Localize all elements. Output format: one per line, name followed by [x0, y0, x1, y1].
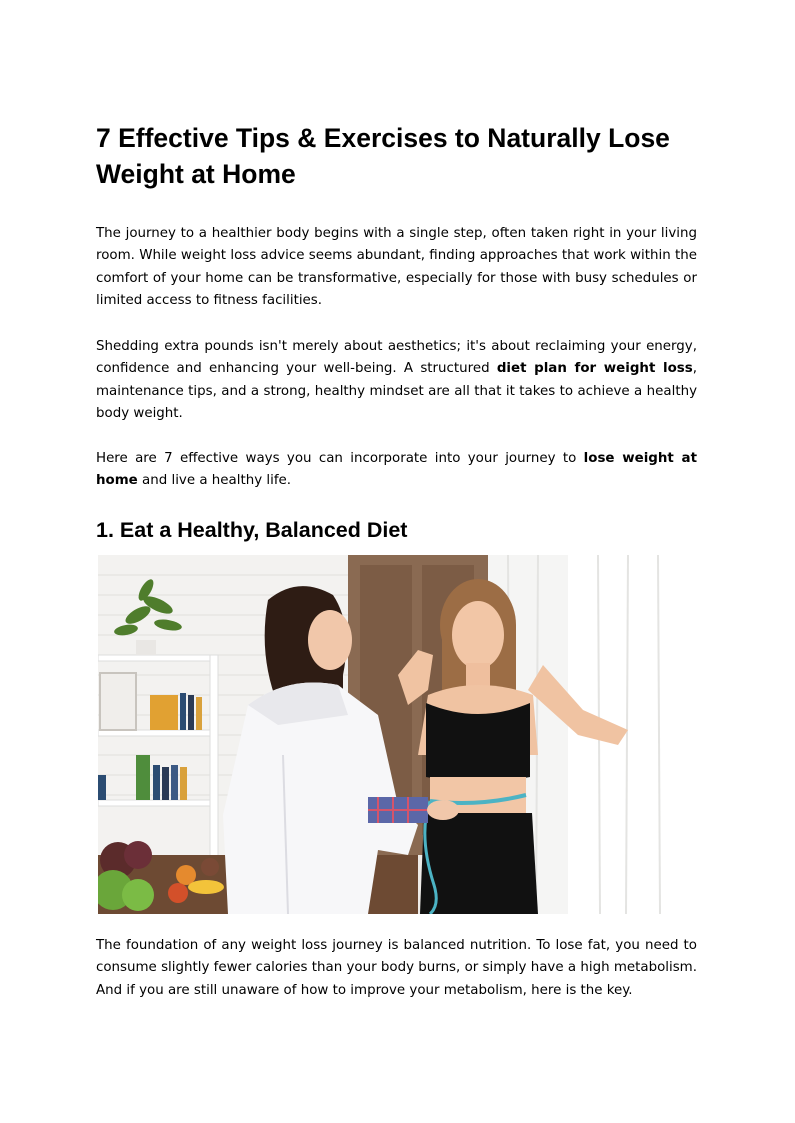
- paragraph-text: Here are 7 effective ways you can incorporate into your journey to: [96, 451, 584, 466]
- paragraph-text: , maintenance tips, and a strong, healthy mindset are all that it takes to achieve a healthy body weight.: [96, 361, 697, 422]
- section-heading: 1. Eat a Healthy, Balanced Diet: [96, 518, 408, 542]
- intro-paragraph: The journey to a healthier body begins with a single step, often taken right in your living room. While weight loss advice seems abundant, finding approaches that work within the comfort of your home can be transformative, especially for those with busy schedules or limited access to fitness facilities.: [96, 226, 697, 309]
- lose-weight-keyword: lose weight at home: [96, 451, 697, 489]
- article-title: 7 Effective Tips & Exercises to Naturally Lose Weight at Home: [96, 123, 670, 189]
- paragraph-energy: [96, 336, 697, 426]
- nutritionist-measuring-waist-photo: [98, 555, 682, 914]
- paragraph-text: and live a healthy life.: [137, 473, 292, 489]
- paragraph-text: Shedding extra pounds isn't merely about aesthetics; it's about reclaiming your energy, confidence and enhancing your well-being. A structured: [96, 339, 697, 377]
- section-paragraph: The foundation of any weight loss journey is balanced nutrition. To lose fat, you need to consume slightly fewer calories than your body burns, or simply have a high metabolism. And if you are still unaware of how to improve your metabolism, here is the key.: [96, 938, 697, 998]
- diet-plan-keyword: diet plan for weight loss: [496, 361, 693, 377]
- paragraph-ways: [96, 448, 697, 493]
